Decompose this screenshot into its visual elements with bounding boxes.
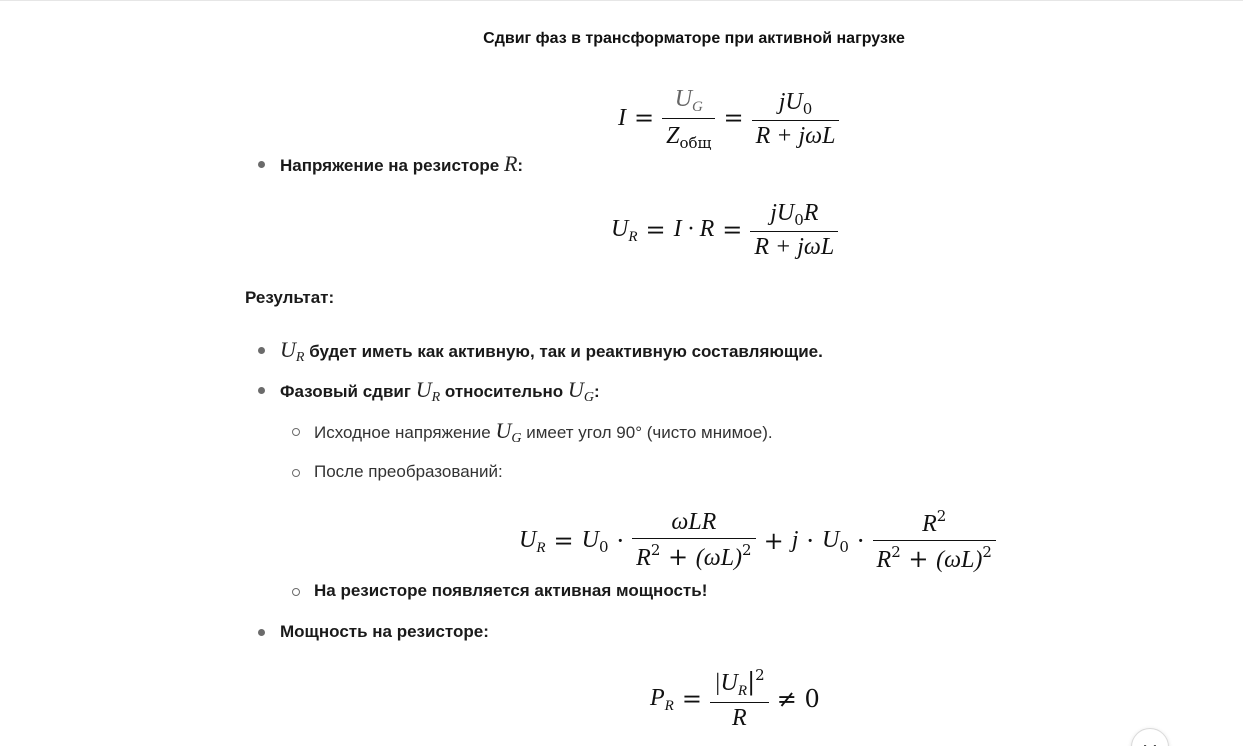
formula-term: P xyxy=(650,685,665,711)
sub-item-after-transform xyxy=(314,460,503,484)
scroll-down-button[interactable] xyxy=(1131,728,1169,746)
inline-math: R xyxy=(503,151,518,176)
fraction xyxy=(662,84,715,152)
sub-item-initial-voltage xyxy=(314,419,773,451)
list-item-text: Мощность на резисторе: xyxy=(280,622,489,641)
formula-term: U xyxy=(822,527,840,553)
list-item-suffix: : xyxy=(517,156,524,175)
bullet-dot xyxy=(258,629,265,636)
superscript: 2 xyxy=(891,543,901,561)
superscript: 2 xyxy=(936,507,947,525)
formula-resistor-voltage xyxy=(611,198,838,261)
plus-sign: + xyxy=(763,526,784,555)
result-item-phase-shift xyxy=(280,378,600,410)
sub-item-prefix: Исходное напряжение xyxy=(314,423,491,442)
subscript: 0 xyxy=(598,538,609,556)
fraction xyxy=(750,198,838,261)
sub-item-active-power xyxy=(314,579,707,603)
fraction-numerator-tail: R xyxy=(803,200,819,226)
formula-term: ≠ 0 xyxy=(776,685,820,713)
fraction-numerator: ωLR xyxy=(671,509,717,535)
fraction-numerator: jU xyxy=(778,88,803,115)
inline-math: U xyxy=(280,337,296,362)
formula-term: U xyxy=(581,527,599,553)
sub-item-suffix: имеет угол 90° (чисто мнимое). xyxy=(526,423,773,442)
bullet-circle xyxy=(292,428,300,436)
equals-sign: = xyxy=(722,215,743,244)
bullet-dot xyxy=(258,347,265,354)
bullet-circle xyxy=(292,588,300,596)
list-item-text: будет иметь как активную, так и реактивную составляющие. xyxy=(309,342,823,361)
list-item-prefix: Фазовый сдвиг xyxy=(280,382,411,401)
subscript: 0 xyxy=(839,538,849,556)
fraction-denominator: R xyxy=(636,545,651,571)
subscript: R xyxy=(664,698,674,714)
list-item-power xyxy=(280,620,489,644)
bullet-dot xyxy=(258,387,265,394)
formula-term: I xyxy=(618,104,626,131)
fraction-denominator: R xyxy=(876,547,892,573)
formula-current xyxy=(618,84,839,152)
top-divider xyxy=(0,0,1243,1)
sub-item-text: На резисторе появляется активная мощность! xyxy=(314,581,708,600)
subscript: общ xyxy=(679,134,712,152)
subscript: R xyxy=(431,390,441,405)
subscript: G xyxy=(692,99,703,115)
dot-operator: · xyxy=(856,526,865,555)
superscript: 2 xyxy=(982,543,992,561)
fraction: $\frac{\text{ωLR}}{R^2 + (\omega L)^2}$ xyxy=(632,509,755,572)
equals-sign: = xyxy=(553,526,574,555)
subscript: R xyxy=(536,539,546,556)
fraction-numerator: |U xyxy=(713,670,738,696)
fraction-denominator: R + jωL xyxy=(750,231,838,261)
list-item-label: Напряжение на резисторе xyxy=(280,156,500,175)
formula-term: j xyxy=(791,527,799,553)
subscript: R xyxy=(628,228,638,245)
inline-math: U xyxy=(567,377,584,402)
subscript: 0 xyxy=(802,99,813,118)
chevron-down-icon xyxy=(1142,741,1158,746)
bullet-dot xyxy=(258,161,265,168)
inline-math: U xyxy=(415,377,432,402)
equals-sign: = xyxy=(645,215,666,244)
result-heading-text: Результат: xyxy=(245,288,335,307)
equals-sign: = xyxy=(634,104,655,132)
inline-math: U xyxy=(495,418,512,443)
section-title xyxy=(0,30,1243,48)
subscript: G xyxy=(511,431,522,446)
dot-operator: · xyxy=(806,526,814,555)
fraction-denominator: (ωL) xyxy=(695,545,743,571)
section-title-text: Сдвиг фаз в трансформаторе при активной нагрузке xyxy=(483,30,905,47)
bullet-circle xyxy=(292,469,300,477)
fraction-numerator: R xyxy=(922,511,937,537)
formula-resistor-voltage-expanded xyxy=(519,507,996,574)
fraction-denominator: (ωL) xyxy=(936,547,983,573)
subscript: R xyxy=(295,350,305,365)
fraction-denominator: Z xyxy=(666,123,680,149)
fraction-numerator: jU xyxy=(770,200,795,226)
equals-sign: = xyxy=(723,104,744,132)
sub-item-text: После преобразований: xyxy=(314,462,503,481)
subscript: G xyxy=(583,390,594,405)
formula-power xyxy=(650,666,820,732)
list-item-resistor-voltage xyxy=(280,152,523,178)
result-item-active-reactive xyxy=(280,338,823,370)
formula-term: I · R xyxy=(673,216,715,242)
fraction-numerator-tail: | xyxy=(747,668,756,696)
result-heading xyxy=(245,286,334,310)
superscript: 2 xyxy=(755,666,765,684)
fraction-denominator: R xyxy=(710,702,769,732)
superscript: 2 xyxy=(742,541,752,559)
fraction-numerator: U xyxy=(674,86,693,112)
equals-sign: = xyxy=(681,685,702,713)
fraction xyxy=(710,666,769,732)
subscript: 0 xyxy=(794,211,804,229)
fraction: $\frac{R^2}{R^2 + (\omega L)^2}$ xyxy=(873,507,996,574)
fraction xyxy=(752,87,840,150)
formula-term: U xyxy=(611,215,629,242)
superscript: 2 xyxy=(650,541,661,559)
list-item-middle: относительно xyxy=(444,382,564,401)
list-item-suffix: : xyxy=(593,382,600,401)
fraction-denominator: R + jωL xyxy=(752,120,840,150)
subscript: R xyxy=(737,683,748,699)
dot-operator: · xyxy=(616,526,625,555)
formula-term: U xyxy=(519,526,537,553)
